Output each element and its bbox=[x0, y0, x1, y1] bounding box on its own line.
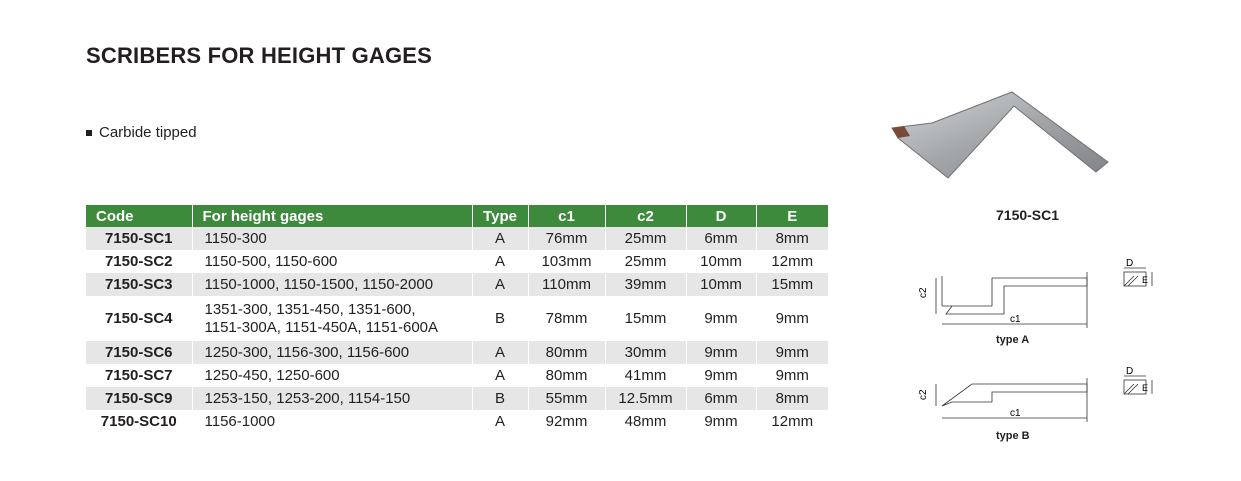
cell-code: 7150-SC6 bbox=[86, 341, 192, 364]
cell-type: A bbox=[472, 273, 528, 296]
cell-c2: 12.5mm bbox=[605, 387, 686, 410]
cell-gages: 1156-1000 bbox=[192, 410, 472, 433]
cell-code: 7150-SC7 bbox=[86, 364, 192, 387]
cell-c2: 39mm bbox=[605, 273, 686, 296]
cell-d: 9mm bbox=[686, 341, 756, 364]
cell-gages: 1150-1000, 1150-1500, 1150-2000 bbox=[192, 273, 472, 296]
page-title: SCRIBERS FOR HEIGHT GAGES bbox=[86, 43, 433, 68]
cell-e: 8mm bbox=[756, 227, 828, 250]
cell-e: 12mm bbox=[771, 252, 814, 270]
table-row bbox=[86, 250, 828, 273]
cell-e: 12mm bbox=[771, 412, 814, 430]
cell-c1: 110mm bbox=[528, 273, 605, 296]
table-row bbox=[86, 227, 828, 250]
bullet-square-icon bbox=[86, 130, 92, 136]
cell-c1: 55mm bbox=[528, 387, 605, 410]
header-gages: For height gages bbox=[192, 205, 472, 227]
type-b-label: type B bbox=[996, 430, 1030, 442]
feature-text: Carbide tipped bbox=[99, 124, 197, 141]
cell-c2: 25mm bbox=[605, 227, 686, 250]
feature-bullet bbox=[86, 124, 197, 141]
cell-e: 9mm bbox=[756, 341, 828, 364]
type-b-e-label: E bbox=[1142, 383, 1149, 393]
type-a-c2-label: c2 bbox=[918, 287, 929, 298]
cell-c2: 48mm bbox=[605, 410, 686, 433]
type-b-c1-label: c1 bbox=[1010, 408, 1021, 419]
cell-type: A bbox=[472, 227, 528, 250]
cell-code: 7150-SC9 bbox=[86, 387, 192, 410]
cell-d: 9mm bbox=[686, 296, 756, 341]
cell-type: A bbox=[472, 364, 528, 387]
cell-gages: 1150-500, 1150-600 bbox=[192, 250, 472, 273]
table-row bbox=[86, 341, 828, 364]
type-a-d-label: D bbox=[1126, 258, 1134, 269]
cell-gages bbox=[192, 296, 472, 341]
cell-type: A bbox=[472, 410, 528, 433]
cell-c2: 41mm bbox=[605, 364, 686, 387]
cell-c1: 92mm bbox=[528, 410, 605, 433]
header-d: D bbox=[686, 205, 756, 227]
type-b-drawing bbox=[912, 366, 1162, 430]
cell-c2: 15mm bbox=[605, 296, 686, 341]
cell-c1: 103mm bbox=[528, 250, 605, 273]
type-a-drawing bbox=[912, 258, 1162, 334]
cell-d: 10mm bbox=[686, 250, 756, 273]
cell-d: 9mm bbox=[686, 410, 756, 433]
photo-caption: 7150-SC1 bbox=[996, 207, 1060, 223]
cell-d: 10mm bbox=[686, 273, 756, 296]
type-a-outline bbox=[942, 278, 1087, 314]
header-code: Code bbox=[86, 205, 192, 227]
type-a-e-label: E bbox=[1142, 275, 1149, 285]
cell-gages: 1253-150, 1253-200, 1154-150 bbox=[192, 387, 472, 410]
cell-type: A bbox=[472, 250, 528, 273]
header-e: E bbox=[756, 205, 828, 227]
cell-d: 9mm bbox=[686, 364, 756, 387]
cell-e: 9mm bbox=[775, 366, 809, 384]
table-row bbox=[86, 273, 828, 296]
type-b-c2-label: c2 bbox=[918, 389, 929, 400]
cell-c2: 25mm bbox=[605, 250, 686, 273]
cell-e: 15mm bbox=[756, 273, 828, 296]
cell-type: A bbox=[472, 341, 528, 364]
cell-type: B bbox=[472, 387, 528, 410]
cell-c1: 76mm bbox=[528, 227, 605, 250]
cell-code: 7150-SC4 bbox=[86, 296, 192, 341]
type-b-outline bbox=[942, 384, 1087, 406]
header-type: Type bbox=[472, 205, 528, 227]
cell-code: 7150-SC3 bbox=[86, 273, 192, 296]
cell-gages: 1250-300, 1156-300, 1156-600 bbox=[192, 341, 472, 364]
cell-gages-line: 1351-300, 1351-450, 1351-600, bbox=[204, 300, 416, 318]
table-header-row bbox=[86, 205, 828, 227]
scriber-photo bbox=[886, 86, 1112, 186]
cell-c2: 30mm bbox=[605, 341, 686, 364]
cell-gages-line: 1151-300A, 1151-450A, 1151-600A bbox=[204, 318, 439, 336]
cell-d: 6mm bbox=[686, 227, 756, 250]
table-row bbox=[86, 364, 828, 387]
type-b-d-label: D bbox=[1126, 366, 1134, 377]
cell-e: 8mm bbox=[756, 387, 828, 410]
cell-c1: 78mm bbox=[528, 296, 605, 341]
cell-code: 7150-SC2 bbox=[86, 250, 192, 273]
cell-gages: 1150-300 bbox=[192, 227, 472, 250]
spec-table bbox=[86, 205, 828, 433]
table-row bbox=[86, 296, 828, 341]
table-row bbox=[86, 387, 828, 410]
cell-e: 9mm bbox=[775, 309, 809, 327]
cell-type: B bbox=[472, 296, 528, 341]
cell-c1: 80mm bbox=[528, 364, 605, 387]
scriber-body-shape bbox=[892, 92, 1108, 178]
header-c1: c1 bbox=[528, 205, 605, 227]
type-a-label: type A bbox=[996, 334, 1030, 346]
table-row bbox=[86, 410, 828, 433]
type-a-c1-label: c1 bbox=[1010, 314, 1021, 325]
cell-c1: 80mm bbox=[528, 341, 605, 364]
header-c2: c2 bbox=[605, 205, 686, 227]
cell-code: 7150-SC10 bbox=[86, 410, 192, 433]
cell-code: 7150-SC1 bbox=[86, 227, 192, 250]
cell-gages: 1250-450, 1250-600 bbox=[192, 364, 472, 387]
cell-d: 6mm bbox=[686, 387, 756, 410]
